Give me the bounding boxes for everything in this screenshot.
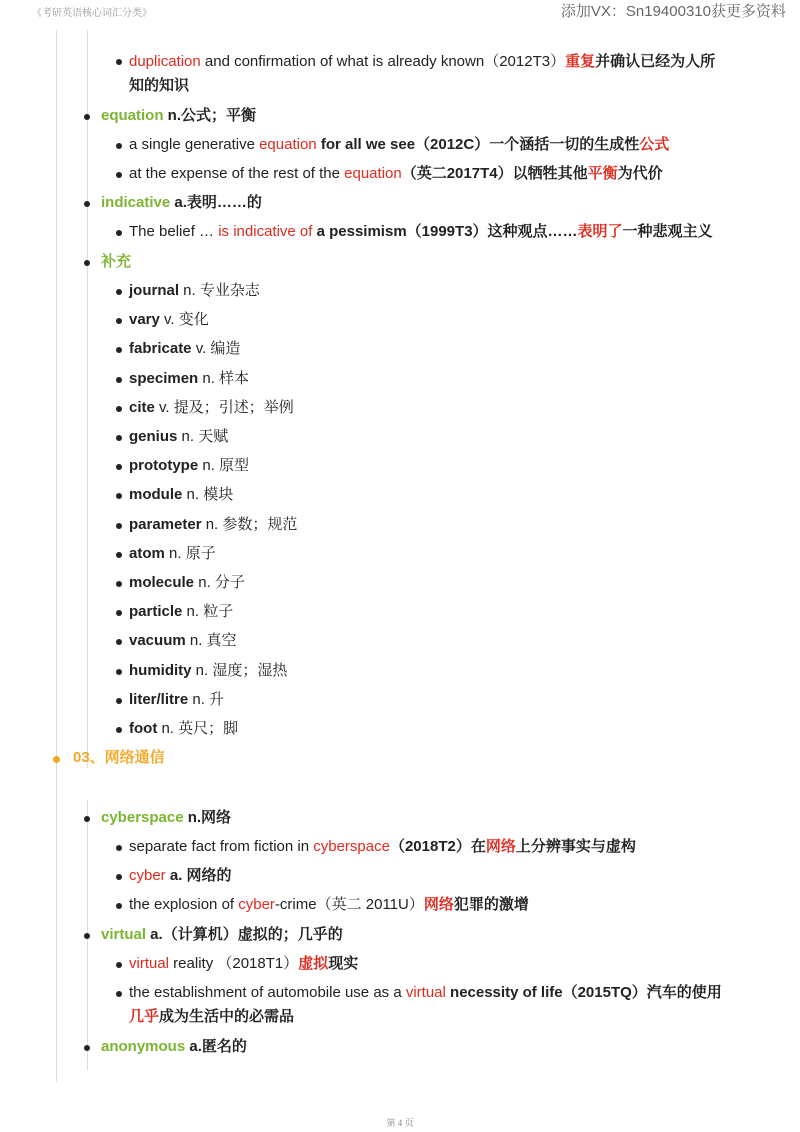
supplement-heading: 补充 — [101, 253, 132, 270]
list-bullet — [116, 143, 122, 149]
list-bullet — [116, 230, 122, 236]
supplement-word-entry — [129, 308, 209, 332]
example-sentence — [129, 133, 669, 157]
list-bullet — [116, 347, 122, 353]
vocab-word: cyberspace — [101, 809, 184, 826]
list-bullet — [116, 991, 122, 997]
list-bullet — [116, 874, 122, 880]
highlighted-word: cyberspace — [313, 838, 390, 855]
list-bullet — [84, 114, 90, 120]
vocab-entry — [101, 191, 262, 215]
example-sentence — [129, 864, 232, 888]
supplement-word: journal — [129, 282, 180, 299]
outline-guide-line — [87, 30, 88, 768]
highlighted-translation: 平衡 — [587, 165, 618, 182]
document-header-title: 《考研英语核心词汇分类》 — [32, 8, 152, 19]
supplement-word: parameter — [129, 516, 202, 533]
translation-continuation — [129, 1005, 294, 1029]
list-bullet — [84, 1045, 90, 1051]
translation-text: 一种悲观主义 — [622, 223, 713, 240]
highlighted-word: cyber — [129, 867, 166, 884]
outline-guide-line — [56, 30, 57, 1082]
list-bullet — [116, 318, 122, 324]
vocab-entry — [101, 923, 343, 947]
highlighted-translation: 表明了 — [577, 223, 623, 240]
example-sentence — [129, 835, 636, 859]
supplement-definition: n. 原子 — [164, 545, 216, 562]
translation-text: 上分辨事实与虚构 — [515, 838, 636, 855]
list-bullet — [84, 933, 90, 939]
supplement-word-entry — [129, 688, 224, 712]
example-sentence — [129, 981, 722, 1005]
translation-text: for all we see（2012C）一个涵括一切的生成性 — [316, 136, 640, 153]
vocab-word: indicative — [101, 194, 171, 211]
supplement-word: vacuum — [129, 632, 186, 649]
supplement-word-entry — [129, 571, 245, 595]
translation-continuation: 知的知识 — [129, 77, 190, 94]
sentence-text: a single generative — [129, 136, 260, 153]
highlighted-translation: 网络 — [423, 896, 454, 913]
supplement-word-entry — [129, 659, 287, 683]
list-bullet — [84, 260, 90, 266]
supplement-definition: n. 湿度；湿热 — [191, 662, 288, 679]
supplement-word-entry — [129, 367, 249, 391]
translation-text: a pessimism（1999T3）这种观点…… — [312, 223, 578, 240]
highlighted-translation: 虚拟 — [298, 955, 329, 972]
highlighted-word: cyber — [238, 896, 275, 913]
supplement-definition: n. 粒子 — [182, 603, 234, 620]
sentence-text: at the expense of the rest of the — [129, 165, 345, 182]
supplement-word: atom — [129, 545, 165, 562]
vocab-word: anonymous — [101, 1038, 186, 1055]
supplement-word-entry — [129, 717, 238, 741]
list-bullet — [116, 845, 122, 851]
list-bullet — [84, 201, 90, 207]
vocab-entry — [101, 104, 256, 128]
list-bullet — [116, 377, 122, 383]
highlighted-word: is indicative of — [218, 223, 313, 240]
supplement-definition: n. 专业杂志 — [179, 282, 260, 299]
translation-text: （英二2017T4）以牺牲其他 — [401, 165, 588, 182]
section-heading: 03、网络通信 — [73, 749, 165, 766]
supplement-word: molecule — [129, 574, 195, 591]
list-bullet — [116, 581, 122, 587]
list-bullet — [116, 962, 122, 968]
list-bullet — [116, 172, 122, 178]
list-bullet — [116, 464, 122, 470]
highlighted-translation: 几乎 — [129, 1008, 160, 1025]
example-sentence — [129, 50, 715, 74]
supplement-definition: n. 原型 — [198, 457, 250, 474]
supplement-word: foot — [129, 720, 158, 737]
supplement-definition: n. 模块 — [182, 486, 234, 503]
supplement-word: prototype — [129, 457, 199, 474]
translation-text: necessity of life（2015TQ）汽车的使用 — [445, 984, 722, 1001]
supplement-word: module — [129, 486, 183, 503]
vocab-word: virtual — [101, 926, 147, 943]
supplement-word: vary — [129, 311, 160, 328]
vocab-definition: n.公式；平衡 — [163, 107, 256, 124]
supplement-word-entry — [129, 629, 237, 653]
list-bullet — [116, 435, 122, 441]
supplement-definition: v. 提及；引述；举例 — [154, 399, 294, 416]
sentence-text: the explosion of — [129, 896, 239, 913]
list-bullet — [116, 406, 122, 412]
translation-text: 犯罪的激增 — [453, 896, 529, 913]
supplement-word-entry — [129, 513, 297, 537]
list-bullet — [116, 727, 122, 733]
supplement-definition: v. 编造 — [191, 340, 241, 357]
highlighted-translation: 网络 — [485, 838, 516, 855]
supplement-definition: n. 真空 — [185, 632, 237, 649]
supplement-word-entry — [129, 425, 228, 449]
sentence-text: The belief … — [129, 223, 219, 240]
supplement-definition: n. 样本 — [198, 370, 250, 387]
section-bullet — [53, 756, 60, 763]
example-sentence — [129, 220, 713, 244]
supplement-word-entry — [129, 454, 249, 478]
example-sentence — [129, 162, 663, 186]
translation-text: 成为生活中的必需品 — [159, 1008, 295, 1025]
supplement-word: genius — [129, 428, 178, 445]
vocab-definition: a.表明……的 — [170, 194, 262, 211]
list-bullet — [116, 669, 122, 675]
list-bullet — [116, 639, 122, 645]
supplement-definition: n. 参数；规范 — [201, 516, 298, 533]
page-number: 第 4 页 — [386, 1118, 414, 1128]
highlighted-translation: 重复 — [565, 53, 596, 70]
list-bullet — [116, 610, 122, 616]
example-sentence — [129, 952, 358, 976]
supplement-word-entry — [129, 337, 240, 361]
list-bullet — [116, 698, 122, 704]
highlighted-word: equation — [344, 165, 402, 182]
translation-text: 现实 — [328, 955, 359, 972]
supplement-definition: n. 英尺；脚 — [157, 720, 239, 737]
supplement-definition: n. 分子 — [194, 574, 245, 591]
sentence-text: -crime（英二 2011U） — [274, 896, 424, 913]
supplement-word: particle — [129, 603, 183, 620]
highlighted-word: duplication — [129, 53, 201, 70]
vocab-entry — [101, 806, 231, 830]
translation-text: a. 网络的 — [165, 867, 232, 884]
list-bullet — [84, 816, 90, 822]
highlighted-word: virtual — [405, 984, 446, 1001]
supplement-definition: n. 天赋 — [177, 428, 229, 445]
supplement-word-entry — [129, 542, 216, 566]
list-bullet — [116, 289, 122, 295]
vocab-definition: a.匿名的 — [185, 1038, 247, 1055]
supplement-word: liter/litre — [129, 691, 189, 708]
sentence-text: and confirmation of what is already known（2012T3） — [200, 53, 566, 70]
translation-text: （2018T2）在 — [389, 838, 486, 855]
supplement-word-entry — [129, 600, 233, 624]
translation-text: 为代价 — [617, 165, 663, 182]
list-bullet — [116, 523, 122, 529]
example-sentence — [129, 893, 529, 917]
list-bullet — [116, 903, 122, 909]
list-bullet — [116, 493, 122, 499]
supplement-definition: n. 升 — [188, 691, 225, 708]
translation-text: 并确认已经为人所 — [595, 53, 716, 70]
highlighted-word: equation — [259, 136, 317, 153]
vocab-word: equation — [101, 107, 164, 124]
vocab-definition: a.（计算机）虚拟的；几乎的 — [146, 926, 343, 943]
supplement-word: cite — [129, 399, 155, 416]
supplement-word-entry — [129, 396, 294, 420]
list-bullet — [116, 552, 122, 558]
header-contact-note: 添加VX：Sn19400310获更多资料 — [560, 3, 786, 20]
sentence-text: separate fact from fiction in — [129, 838, 314, 855]
supplement-word-entry — [129, 483, 233, 507]
sentence-text: reality （2018T1） — [169, 955, 299, 972]
supplement-word: specimen — [129, 370, 199, 387]
supplement-word-entry — [129, 279, 260, 303]
highlighted-word: virtual — [129, 955, 170, 972]
supplement-word: humidity — [129, 662, 192, 679]
vocab-entry — [101, 1035, 247, 1059]
supplement-definition: v. 变化 — [159, 311, 209, 328]
vocab-definition: n.网络 — [183, 809, 232, 826]
list-bullet — [116, 59, 122, 65]
sentence-text: the establishment of automobile use as a — [129, 984, 406, 1001]
highlighted-translation: 公式 — [639, 136, 670, 153]
supplement-word: fabricate — [129, 340, 192, 357]
